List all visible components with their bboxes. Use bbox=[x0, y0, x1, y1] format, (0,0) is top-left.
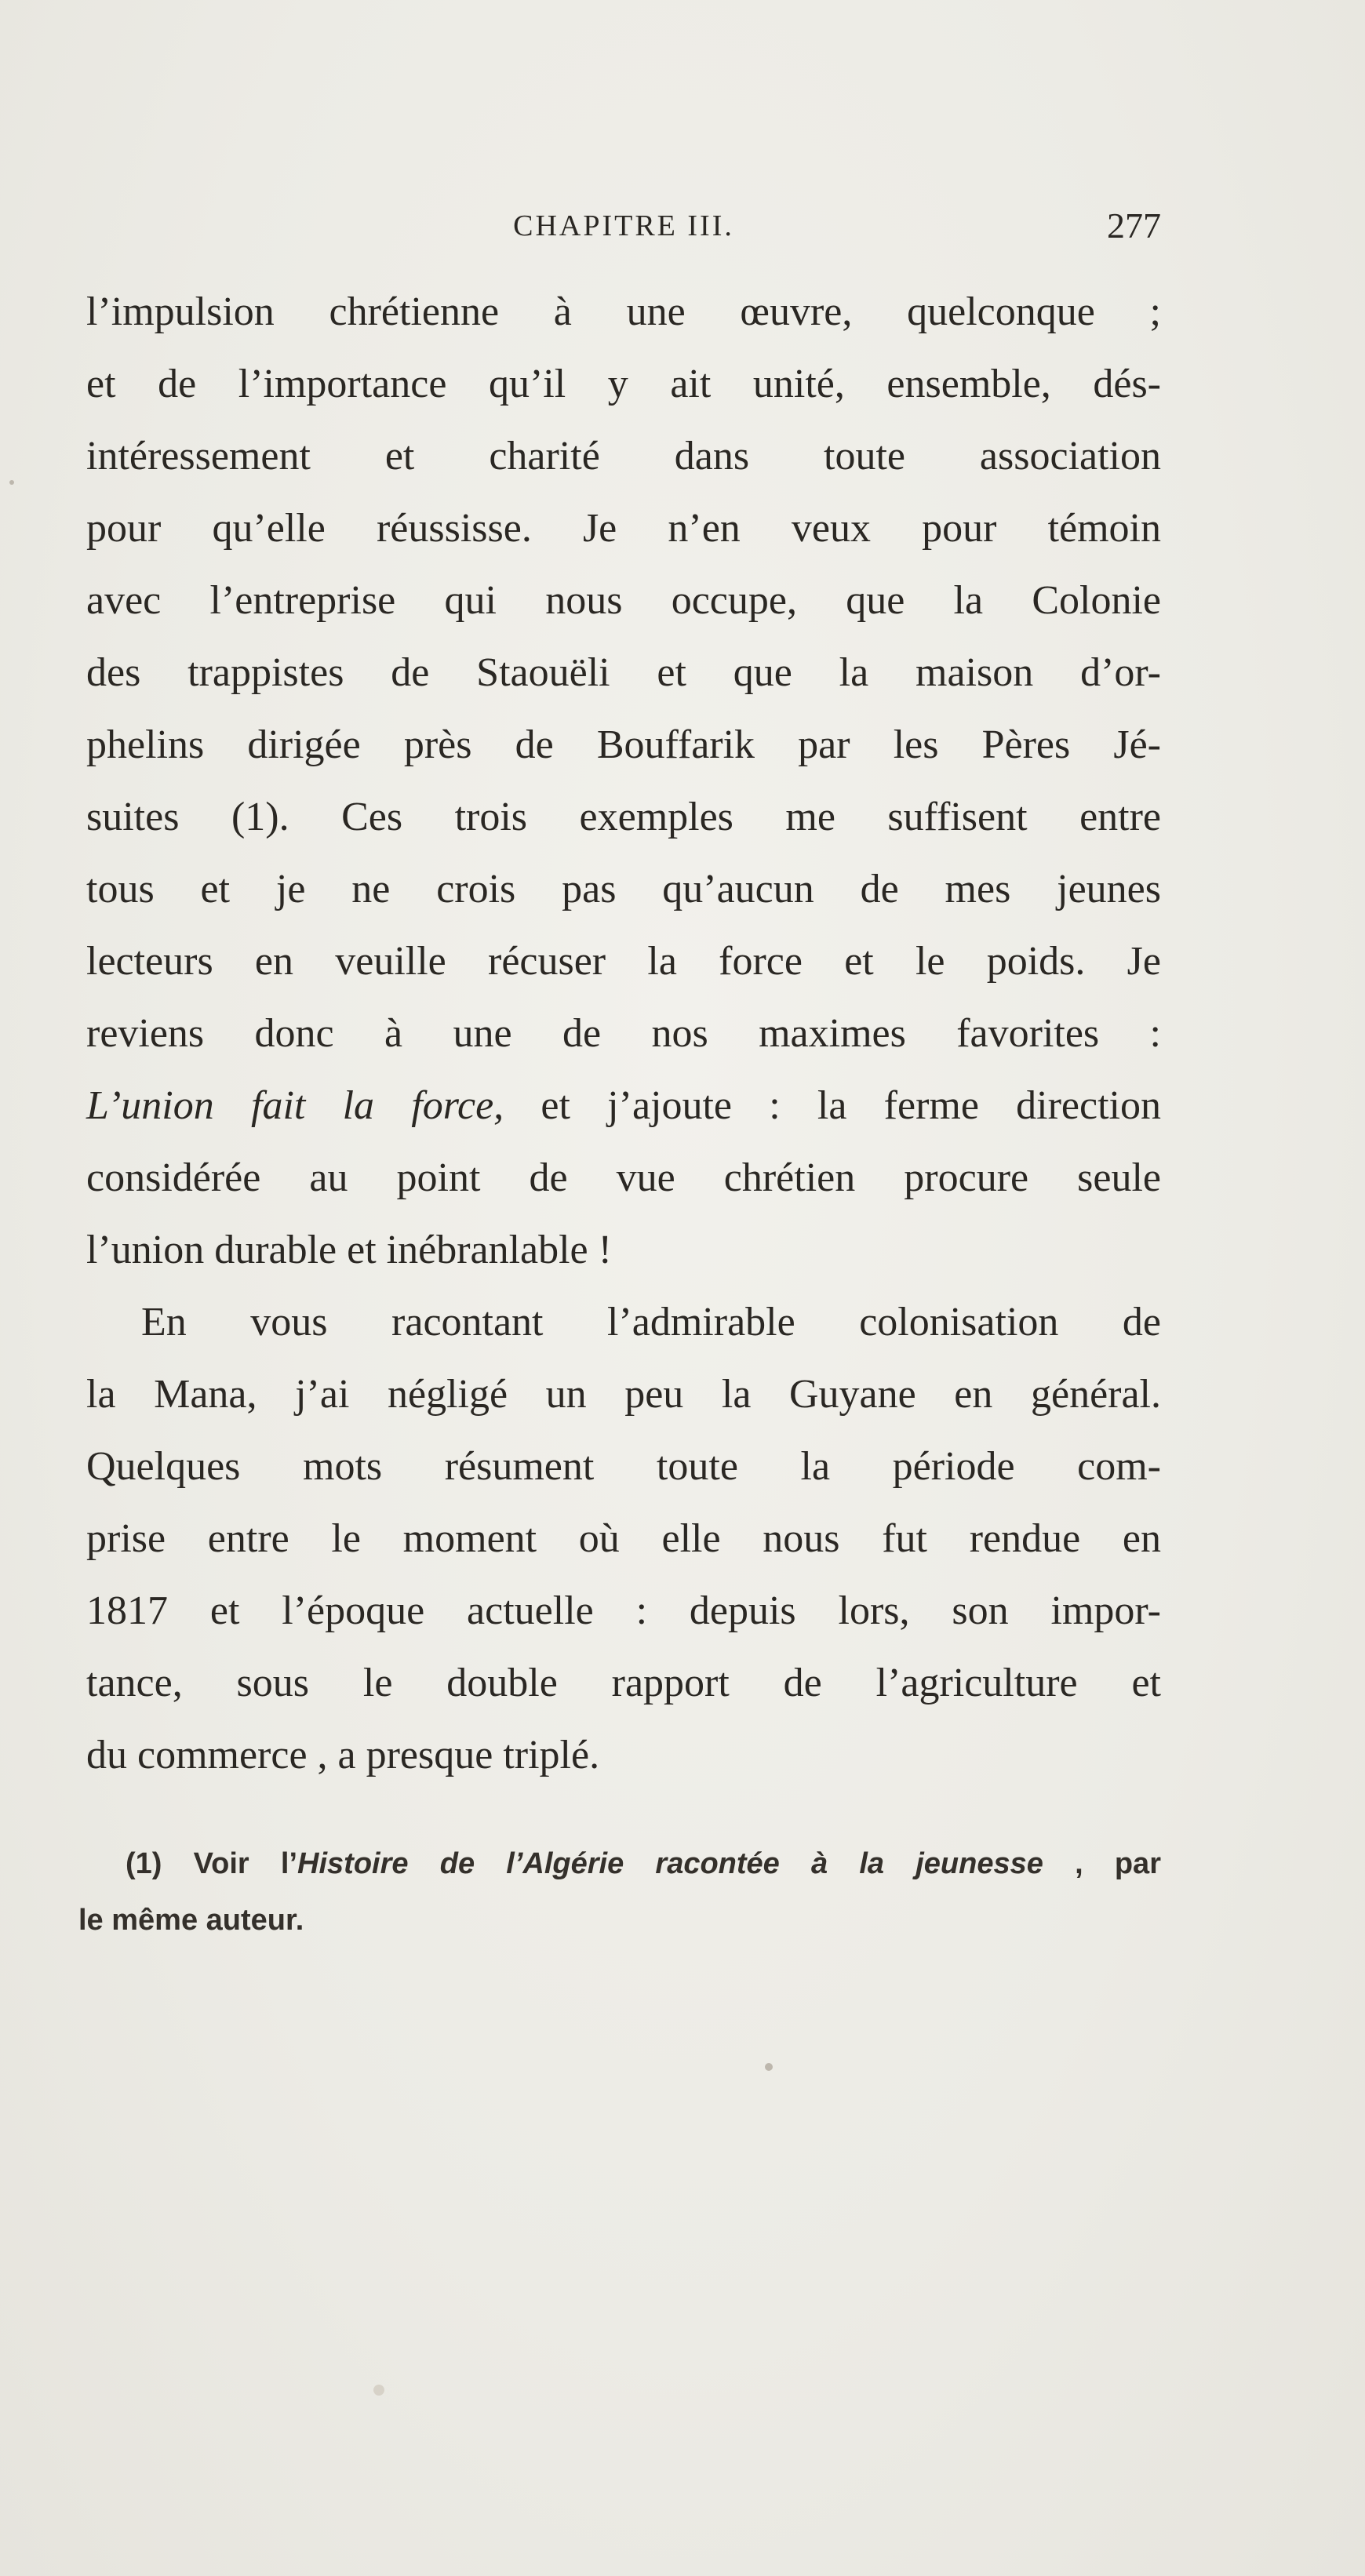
paper-speck bbox=[9, 480, 14, 485]
paper-speck bbox=[373, 2385, 384, 2396]
body-text bbox=[86, 276, 1161, 1792]
motto-rest: et j’ajoute : la ferme direction bbox=[504, 1083, 1161, 1128]
text-line: reviens donc à une de nos maximes favorites : bbox=[86, 1011, 1161, 1056]
text-line: l’impulsion chrétienne à une œuvre, quelconque ; bbox=[86, 289, 1161, 334]
text-line: Quelques mots résument toute la période com- bbox=[86, 1444, 1161, 1489]
footnote-marker: (1) Voir l’ bbox=[126, 1847, 298, 1880]
text-line: la Mana, j’ai négligé un peu la Guyane en général. bbox=[86, 1372, 1161, 1417]
text-line: tance, sous le double rapport de l’agriculture et bbox=[86, 1661, 1161, 1705]
footnote-line bbox=[126, 1836, 1161, 1892]
text-line: et de l’importance qu’il y ait unité, ensemble, dés- bbox=[86, 362, 1161, 406]
paragraph-start: En vous racontant l’admirable colonisation de bbox=[141, 1300, 1161, 1344]
page-header bbox=[86, 202, 1161, 249]
text-line: tous et je ne crois pas qu’aucun de mes jeunes bbox=[86, 867, 1161, 911]
text-line: suites (1). Ces trois exemples me suffisent entre bbox=[86, 795, 1161, 839]
footnote bbox=[78, 1836, 1161, 1948]
footnote-book-title: Histoire de l’Algérie racontée à la jeunesse bbox=[297, 1847, 1043, 1880]
footnote-line: le même auteur. bbox=[78, 1904, 304, 1937]
text-line: considérée au point de vue chrétien procure seule bbox=[86, 1155, 1161, 1200]
text-line: du commerce , a presque triplé. bbox=[86, 1733, 600, 1777]
running-head: CHAPITRE III. bbox=[513, 209, 734, 242]
text-line: des trappistes de Staouëli et que la maison d’or- bbox=[86, 650, 1161, 695]
paper-speck bbox=[765, 2063, 773, 2071]
text-line: l’union durable et inébranlable ! bbox=[86, 1228, 612, 1272]
text-line: phelins dirigée près de Bouffarik par les Pères Jé- bbox=[86, 722, 1161, 767]
text-line: avec l’entreprise qui nous occupe, que la Colonie bbox=[86, 578, 1161, 623]
motto-line bbox=[86, 1070, 1161, 1142]
motto-italic: L’union fait la force, bbox=[86, 1083, 504, 1128]
text-line: prise entre le moment où elle nous fut rendue en bbox=[86, 1516, 1161, 1561]
text-line: lecteurs en veuille récuser la force et le poids. Je bbox=[86, 939, 1161, 984]
footnote-rest: , par bbox=[1043, 1847, 1161, 1880]
text-line: pour qu’elle réussisse. Je n’en veux pour témoin bbox=[86, 506, 1161, 551]
text-line: 1817 et l’époque actuelle : depuis lors, son impor- bbox=[86, 1588, 1161, 1633]
page-number: 277 bbox=[1107, 206, 1161, 246]
text-line: intéressement et charité dans toute association bbox=[86, 434, 1161, 478]
